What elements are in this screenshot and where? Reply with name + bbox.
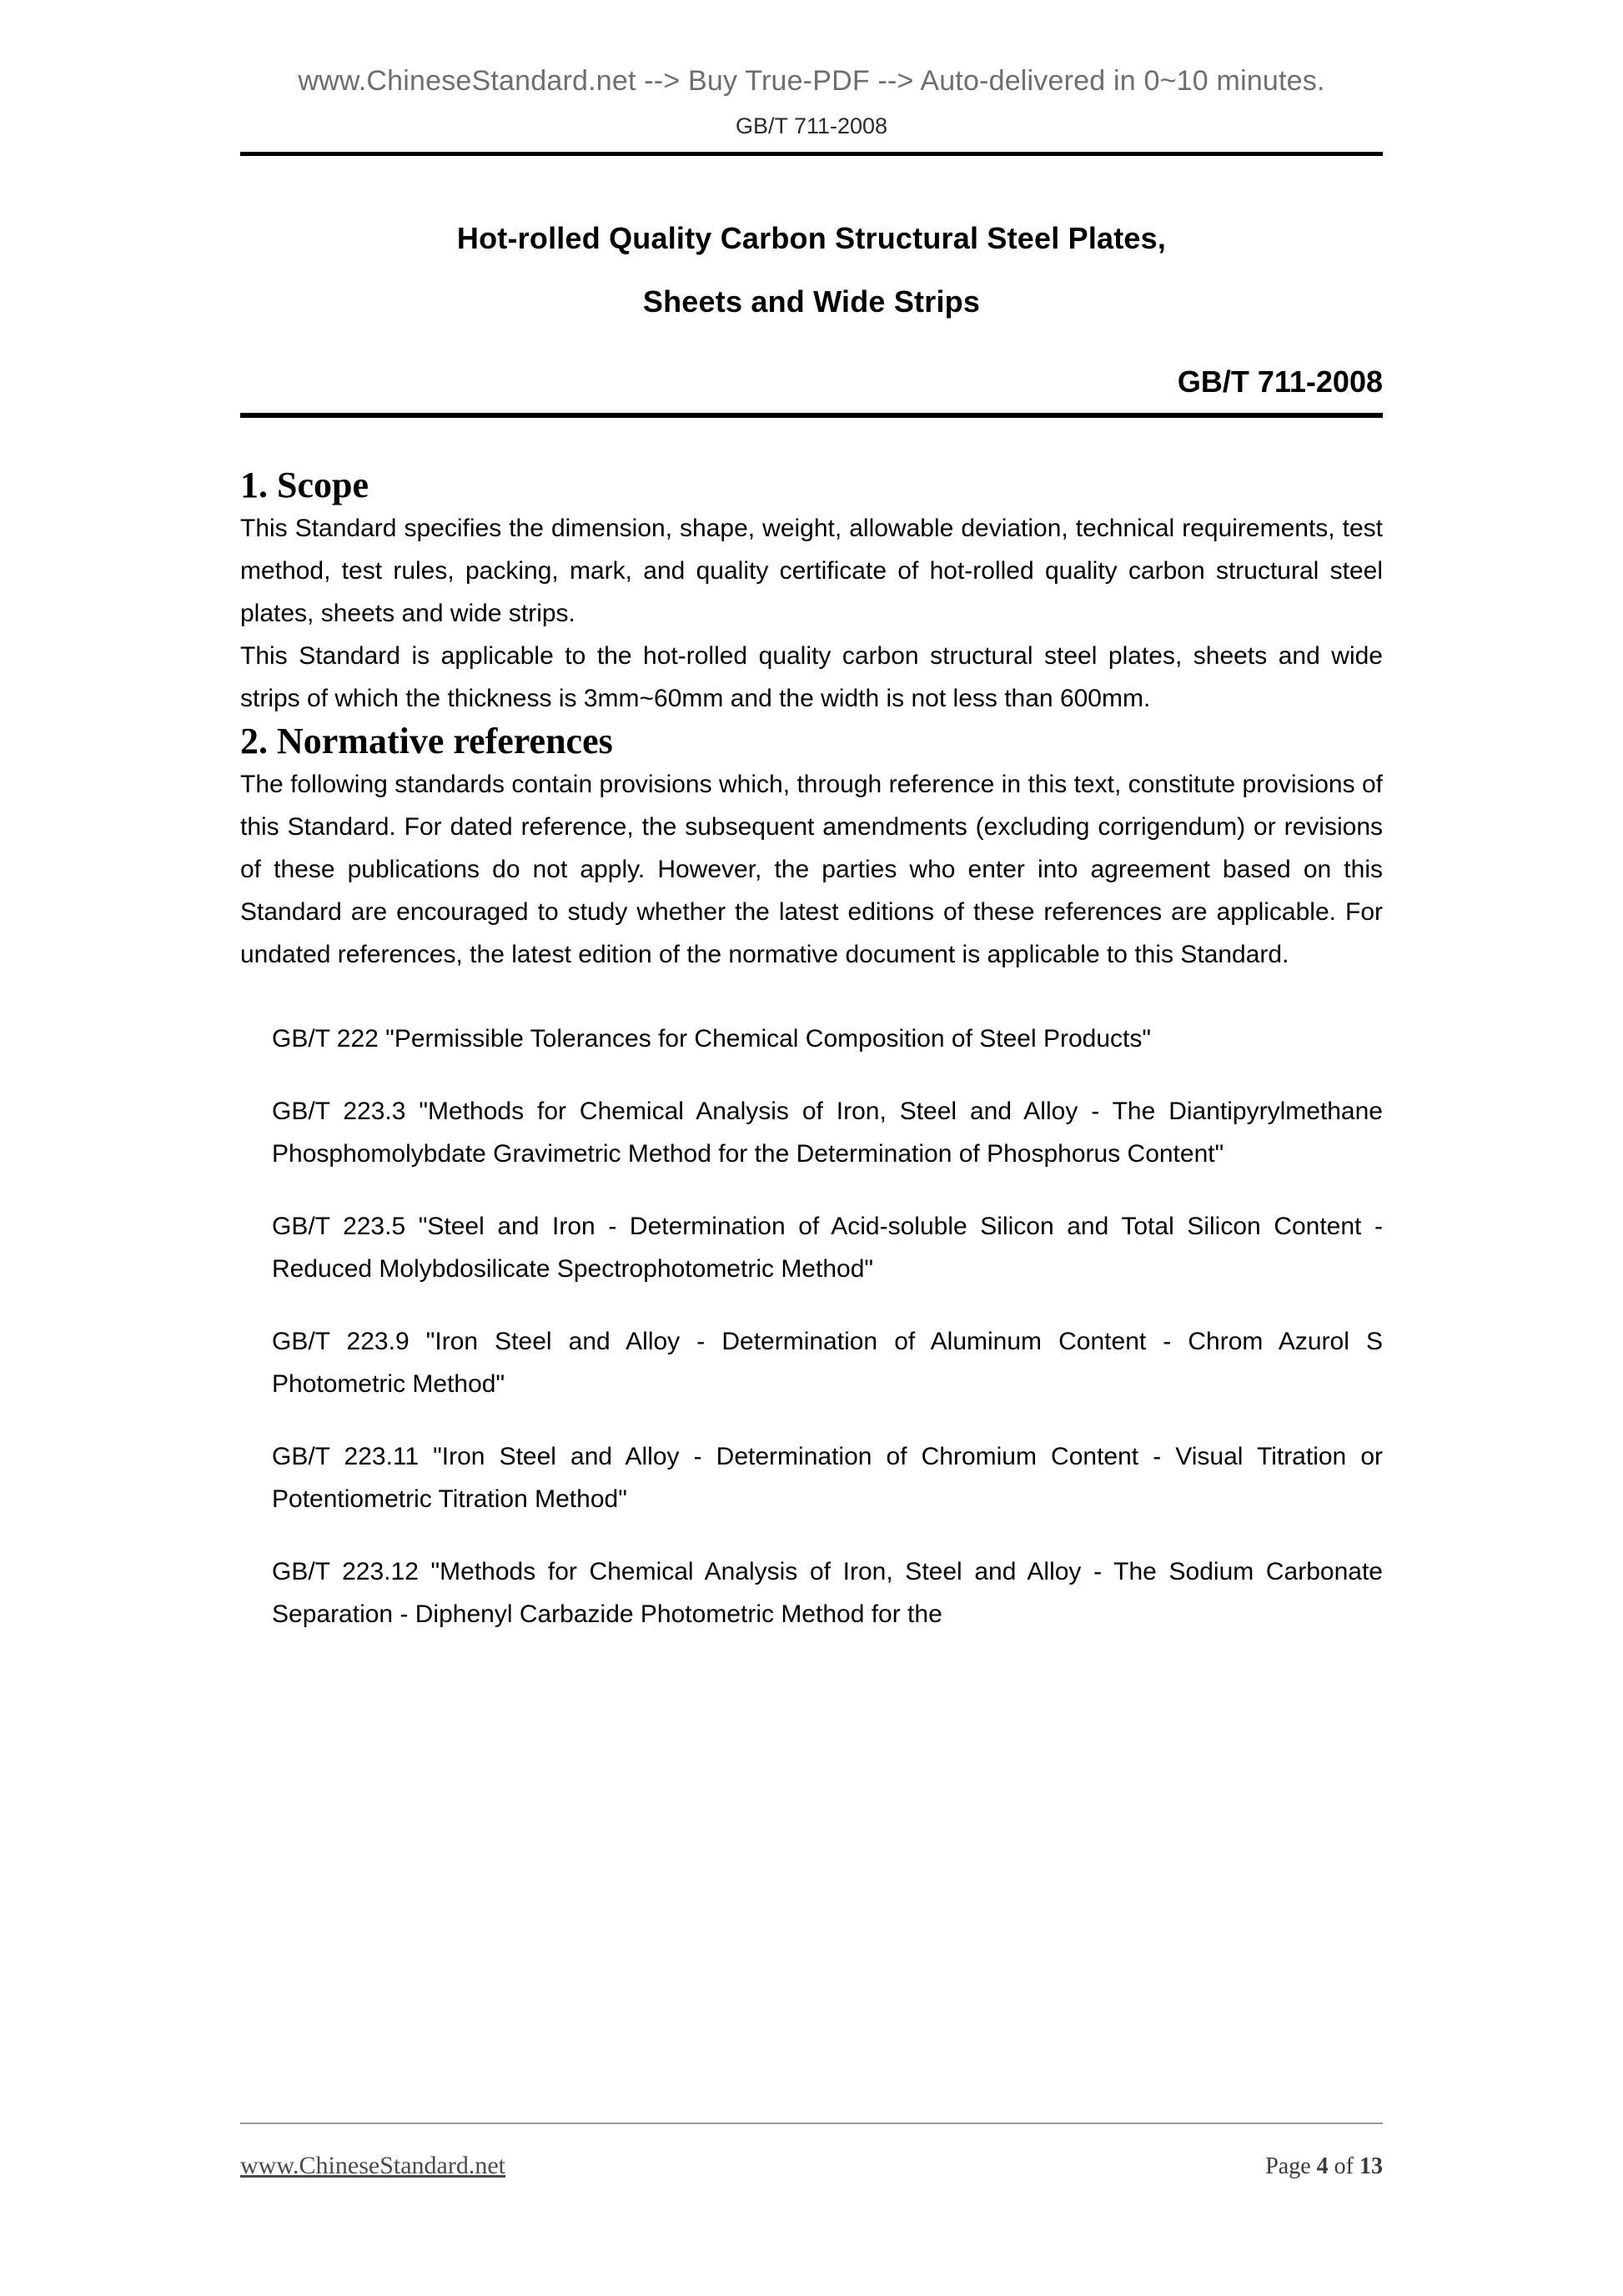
list-item: GB/T 223.5 "Steel and Iron - Determination of Acid-soluble Silicon and Total Silicon Content - Reduced Molybdosilicate Spectrophotometric Method"	[272, 1213, 1383, 1283]
header-standard-code: GB/T 711-2008	[735, 113, 888, 138]
promo-watermark: www.ChineseStandard.net --> Buy True-PDF --> Auto-delivered in 0~10 minutes.	[298, 65, 1325, 97]
normative-references-paragraph-1: The following standards contain provisions which, through reference in this text, constitute provisions of this Standard. For dated reference, the subsequent amendments (excluding corrigendum) or revisions of these publications do not apply. However, the parties who enter into agreement based on this Standard are encouraged to study whether the latest editions of these references are applicable. For undated references, the latest edition of the normative document is applicable to this Standard.	[240, 771, 1383, 968]
page-label: Page	[1265, 2153, 1311, 2179]
footer-divider	[240, 2123, 1383, 2124]
list-item: GB/T 223.12 "Methods for Chemical Analysis of Iron, Steel and Alloy - The Sodium Carbonate Separation - Diphenyl Carbazide Photometric Method for the	[272, 1558, 1383, 1628]
scope-paragraph-1: This Standard specifies the dimension, shape, weight, allowable deviation, technical requirements, test method, test rules, packing, mark, and quality certificate of hot-rolled quality carbon structural steel plates, sheets and wide strips.	[240, 515, 1383, 627]
normative-reference-list	[240, 1017, 1383, 1635]
page-footer	[240, 2152, 1383, 2180]
scope-paragraph-2: This Standard is applicable to the hot-rolled quality carbon structural steel plates, sheets and wide strips of which the thickness is 3mm~60mm and the width is not less than 600mm.	[240, 642, 1383, 712]
footer-website-link[interactable]: www.ChineseStandard.net	[240, 2152, 505, 2179]
title-divider	[240, 413, 1383, 418]
section-heading-scope: 1. Scope	[240, 465, 369, 505]
list-item: GB/T 223.11 "Iron Steel and Alloy - Determination of Chromium Content - Visual Titration or Potentiometric Titration Method"	[272, 1443, 1383, 1513]
page-number-indicator	[1265, 2153, 1383, 2180]
total-page-number: 13	[1359, 2153, 1383, 2179]
header-divider	[240, 152, 1383, 156]
list-item: GB/T 223.3 "Methods for Chemical Analysis of Iron, Steel and Alloy - The Diantipyrylmethane Phosphomolybdate Gravimetric Method for the Determination of Phosphorus Content"	[272, 1098, 1383, 1168]
document-content	[240, 464, 1383, 1635]
list-item: GB/T 223.9 "Iron Steel and Alloy - Determination of Aluminum Content - Chrom Azurol S Photometric Method"	[272, 1328, 1383, 1398]
list-item: GB/T 222 "Permissible Tolerances for Chemical Composition of Steel Products"	[272, 1025, 1151, 1053]
title-block	[240, 213, 1383, 418]
document-title-line-2: Sheets and Wide Strips	[642, 284, 981, 319]
page-of-label: of	[1334, 2153, 1354, 2179]
document-title-line-1: Hot-rolled Quality Carbon Structural Steel Plates,	[456, 221, 1167, 255]
section-heading-normative-references: 2. Normative references	[240, 721, 613, 761]
title-standard-code: GB/T 711-2008	[1177, 364, 1383, 399]
current-page-number: 4	[1316, 2153, 1329, 2179]
